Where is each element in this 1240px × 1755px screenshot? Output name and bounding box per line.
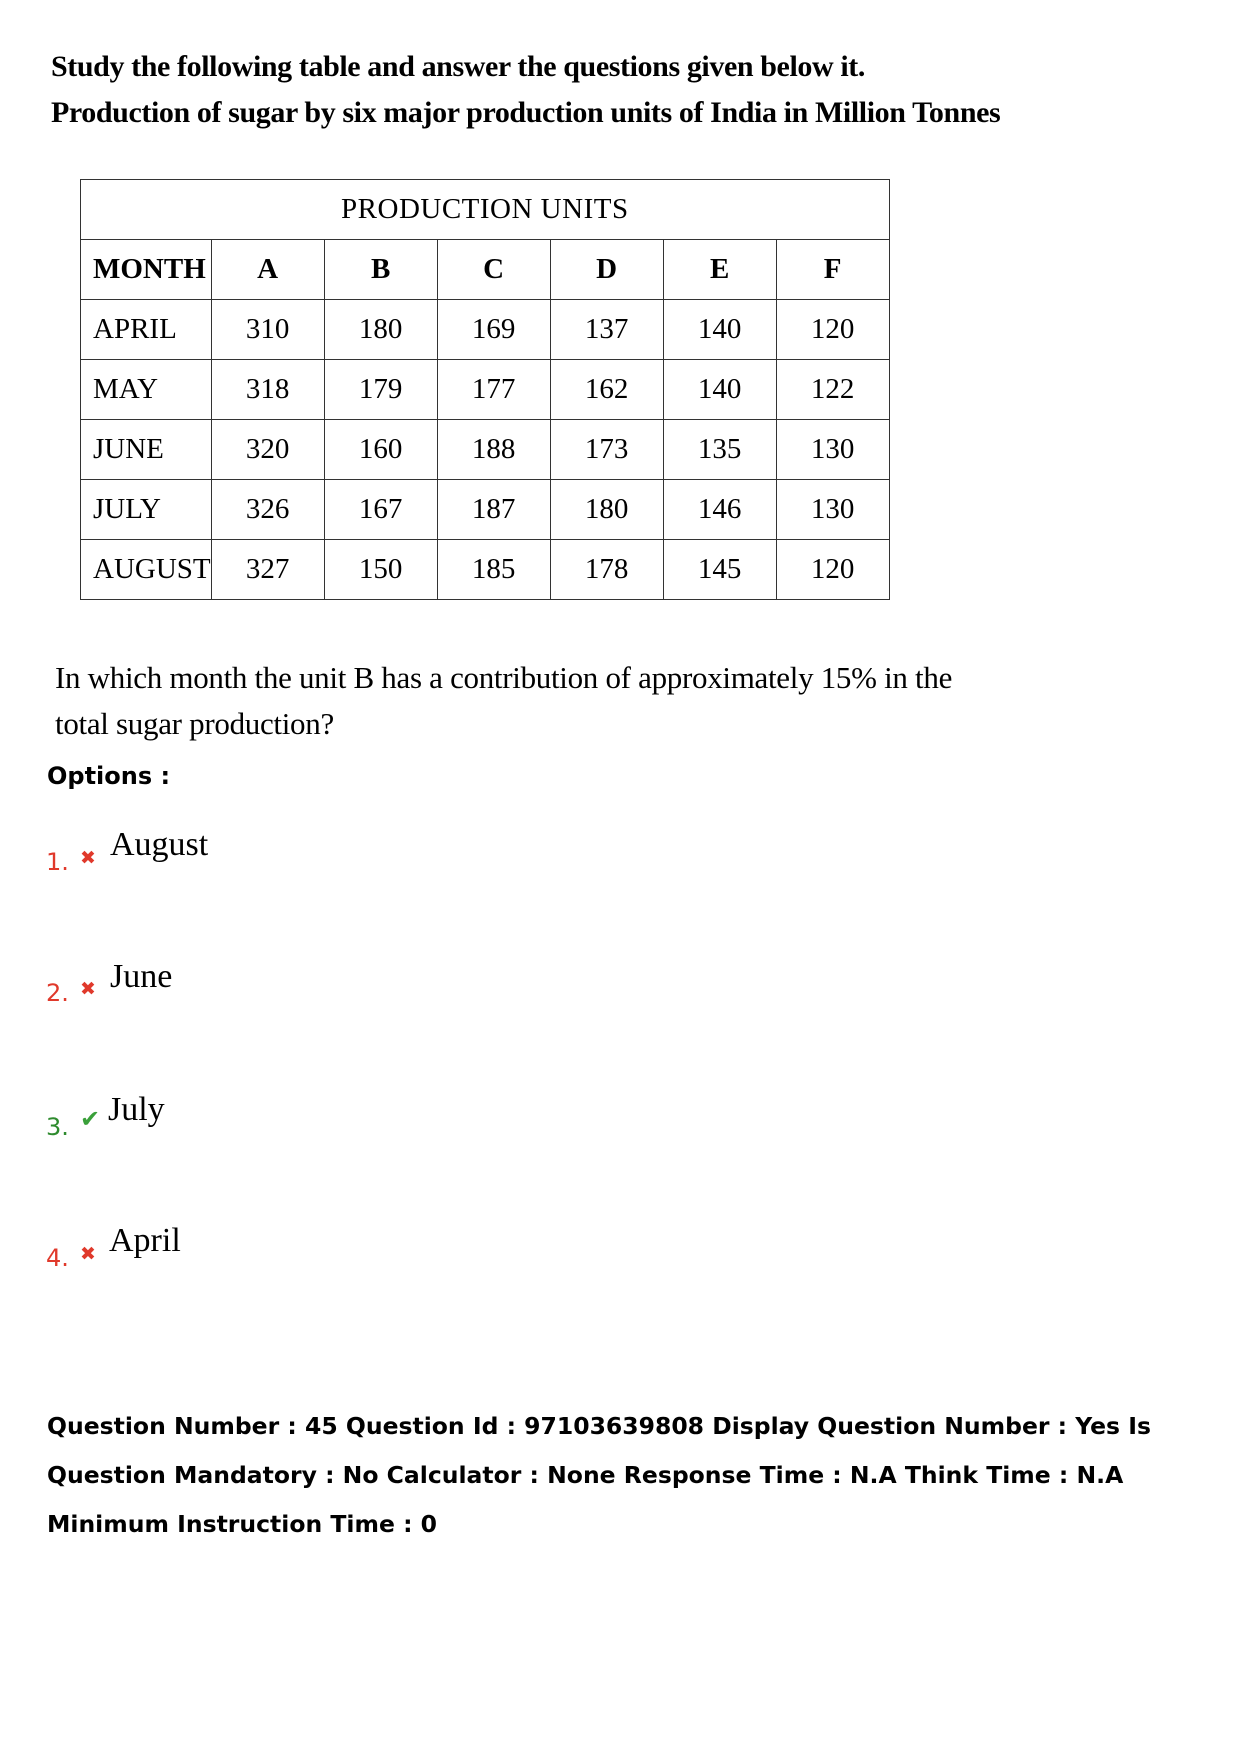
table-cell: 162 [550,360,663,420]
table-cell: 326 [211,480,324,540]
table-cell: 327 [211,540,324,600]
column-header: D [550,240,663,300]
table-cell: 122 [776,360,889,420]
table-cell: 318 [211,360,324,420]
column-header: MONTH [81,240,212,300]
cross-icon: ✖ [80,978,96,1000]
table-cell: 135 [663,420,776,480]
table-cell: 160 [324,420,437,480]
instructions-line-2: Production of sugar by six major production units of India in Million Tonnes [51,96,1001,129]
table-cell: 310 [211,300,324,360]
table-cell: 178 [550,540,663,600]
table-row [81,480,890,540]
table-cell: 130 [776,420,889,480]
table-cell: 146 [663,480,776,540]
table-cell: 188 [437,420,550,480]
table-cell: 169 [437,300,550,360]
options-label: Options : [47,762,171,790]
question-metadata: Question Number : 45 Question Id : 97103639808 Display Question Number : Yes Is Question Mandatory : No Calculator : None Response Time : N.A Think Time : N.A Minimum Instruction Time : 0 [47,1412,1151,1538]
table-cell: JUNE [81,420,212,480]
table-cell: 130 [776,480,889,540]
table-cell: 180 [324,300,437,360]
option-text: April [109,1222,181,1259]
table-cell: 177 [437,360,550,420]
table-cell: 140 [663,300,776,360]
table-cell: 185 [437,540,550,600]
table-row [81,300,890,360]
column-header: C [437,240,550,300]
table-cell: 180 [550,480,663,540]
table-cell: JULY [81,480,212,540]
cross-icon: ✖ [80,1243,96,1265]
question-text [55,655,952,747]
option-number: 4. [46,1244,69,1272]
table-row [81,360,890,420]
option-text: July [108,1091,165,1128]
table-group-header-row [81,180,890,240]
instructions-line-1: Study the following table and answer the questions given below it. [51,50,865,83]
column-header: F [776,240,889,300]
column-header: E [663,240,776,300]
table-cell: 120 [776,540,889,600]
option-number: 2. [46,979,69,1007]
table-row [81,420,890,480]
question-line-1: In which month the unit B has a contribution of approximately 15% in the [55,660,953,695]
option-number: 1. [46,848,69,876]
table-cell: 167 [324,480,437,540]
question-line-2: total sugar production? [55,706,334,741]
option-text: August [110,826,209,863]
table-cell: APRIL [81,300,212,360]
option-number: 3. [46,1113,69,1141]
column-header: B [324,240,437,300]
option-text: June [110,958,173,995]
table-cell: 179 [324,360,437,420]
table-cell: AUGUST [81,540,212,600]
table-cell: 150 [324,540,437,600]
check-icon: ✔ [80,1105,101,1133]
column-header: A [211,240,324,300]
production-table [80,179,890,600]
table-cell: 120 [776,300,889,360]
table-cell: MAY [81,360,212,420]
table-cell: 140 [663,360,776,420]
table-row [81,540,890,600]
instructions [51,44,1000,136]
table-cell: 320 [211,420,324,480]
cross-icon: ✖ [80,847,96,869]
table-cell: 187 [437,480,550,540]
table-group-header: PRODUCTION UNITS [81,180,890,240]
table-header-row [81,240,890,300]
table-cell: 137 [550,300,663,360]
table-cell: 173 [550,420,663,480]
table-cell: 145 [663,540,776,600]
